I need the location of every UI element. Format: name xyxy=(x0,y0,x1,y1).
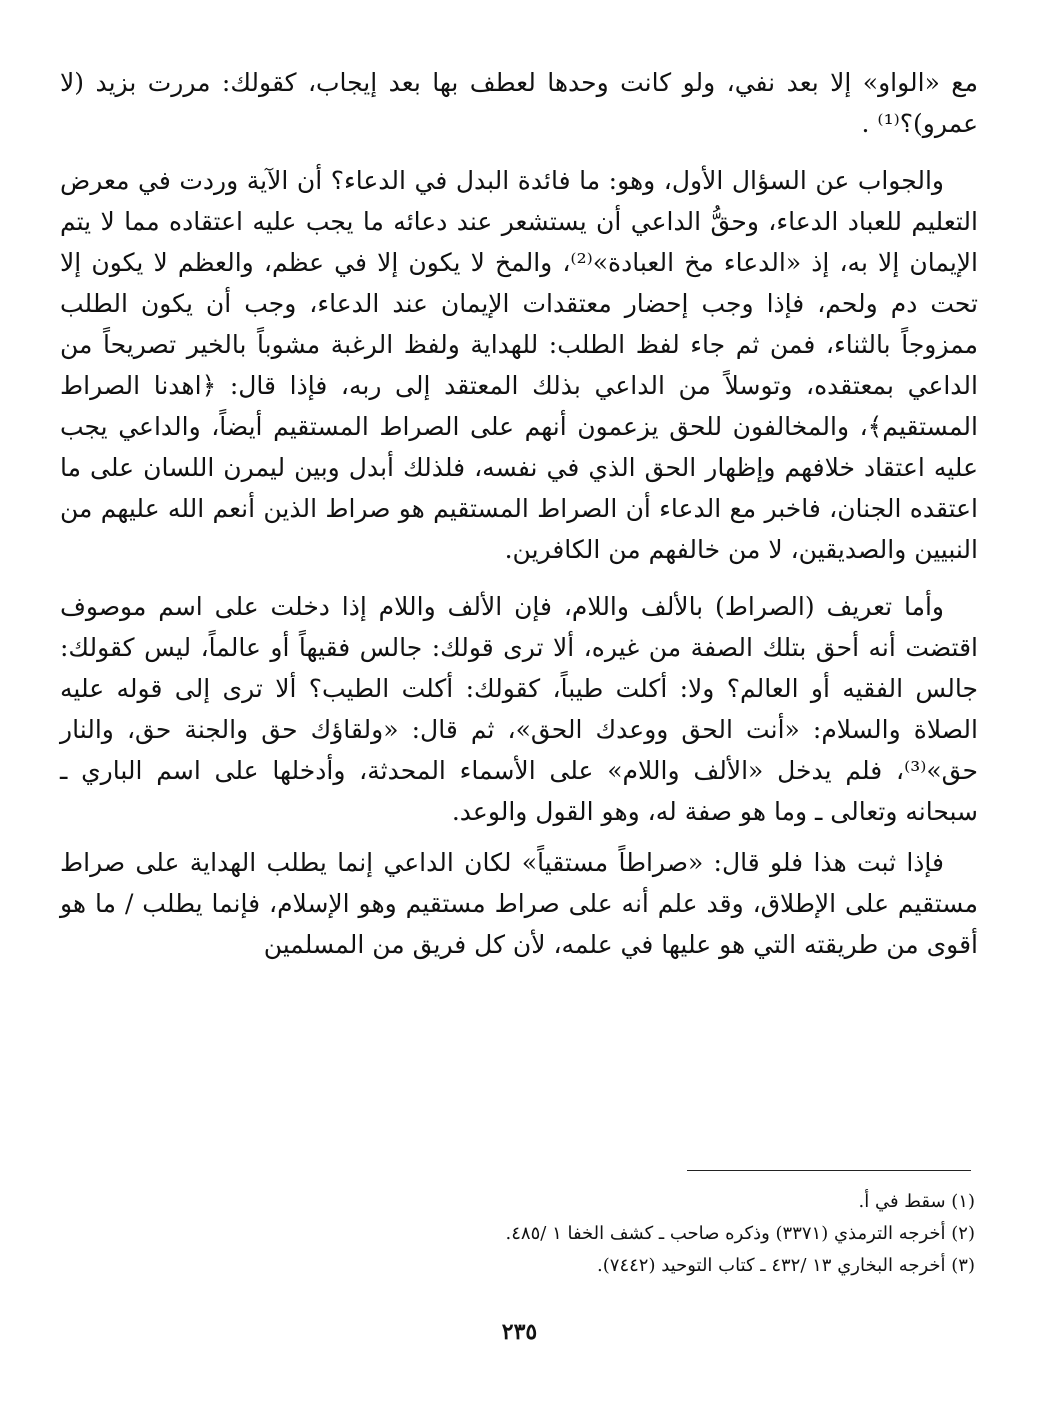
footnotes xyxy=(60,1186,975,1282)
page-number: ٢٣٥ xyxy=(501,1319,538,1345)
footnote-2: (٢) أخرجه الترمذي (٣٣٧١) وذكره صاحب ـ كشف الخفا ١ /٤٨٥. xyxy=(505,1223,975,1244)
paragraph-4: فإذا ثبت هذا فلو قال: «صراطاً مستقياً» لكان الداعي إنما يطلب الهداية على صراط مستقيم على الإطلاق، وقد علم أنه على صراط مستقيم وهو الإسلام، فإنما يطلب / ما هو أقوى من طريقته التي هو عليها في علمه، لأن كل فريق من المسلمين xyxy=(60,848,978,959)
footnote-3: (٣) أخرجه البخاري ١٣ /٤٣٢ ـ كتاب التوحيد (٧٤٤٢). xyxy=(597,1255,975,1276)
footnote-divider xyxy=(687,1170,971,1171)
paragraph-1: مع «الواو» إلا بعد نفي، ولو كانت وحدها لعطف بها بعد إيجاب، كقولك: مررت بزيد (لا عمرو)؟⁽¹⁾ . xyxy=(60,68,978,138)
footnote-1: (١) سقط في أ. xyxy=(858,1191,975,1212)
paragraph-3: وأما تعريف (الصراط) بالألف واللام، فإن الألف واللام إذا دخلت على اسم موصوف اقتضت أنه أحق بتلك الصفة من غيره، ألا ترى قولك: جالس فقيهاً أو عالماً، ليس كقولك: جالس الفقيه أو العالم؟ ولا: أكلت طيباً، كقولك: أكلت الطيب؟ ألا ترى إلى قوله عليه الصلاة والسلام: «أنت الحق ووعدك الحق»، ثم قال: «ولقاؤك حق والجنة حق، والنار حق»⁽³⁾، فلم يدخل «الألف واللام» على الأسماء المحدثة، وأدخلها على اسم الباري ـ سبحانه وتعالى ـ وما هو صفة له، وهو القول والوعد. xyxy=(60,592,978,826)
page-body xyxy=(60,62,978,965)
paragraph-2: والجواب عن السؤال الأول، وهو: ما فائدة البدل في الدعاء؟ أن الآية وردت في معرض التعليم للعباد الدعاء، وحقُّ الداعي أن يستشعر عند دعائه ما يجب عليه اعتقاده مما لا يتم الإيمان إلا به، إذ «الدعاء مخ العبادة»⁽²⁾، والمخ لا يكون إلا في عظم، والعظم لا يكون إلا تحت دم ولحم، فإذا وجب إحضار معتقدات الإيمان عند الدعاء، وجب أن يكون الطلب ممزوجاً بالثناء، فمن ثم جاء لفظ الطلب: للهداية ولفظ الرغبة مشوباً بالخير تصريحاً من الداعي بمعتقده، وتوسلاً من الداعي بذلك المعتقد إلى ربه، فإذا قال: ﴿اهدنا الصراط المستقيم﴾، والمخالفون للحق يزعمون أنهم على الصراط المستقيم أيضاً، والداعي يجب عليه اعتقاد خلافهم وإظهار الحق الذي في نفسه، فلذلك أبدل وبين ليمرن اللسان على ما اعتقده الجنان، فاخبر مع الدعاء أن الصراط المستقيم هو صراط الذين أنعم الله عليهم من النبيين والصديقين، لا من خالفهم من الكافرين. xyxy=(60,166,978,564)
